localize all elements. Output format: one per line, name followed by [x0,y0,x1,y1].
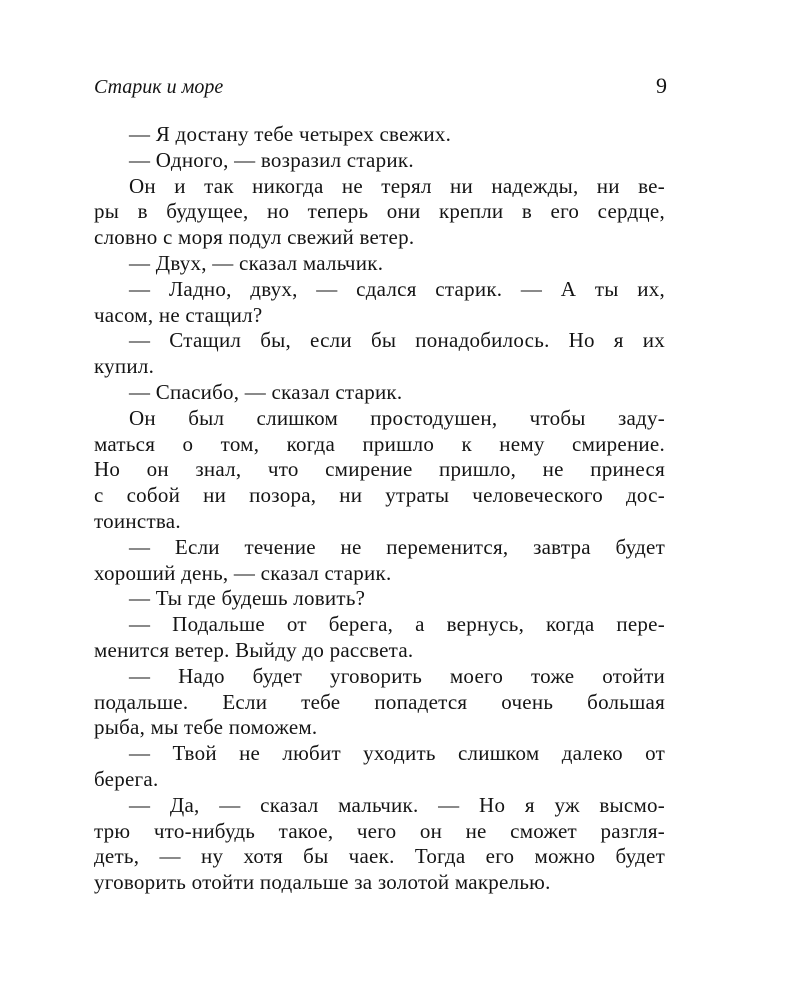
text-line: — Ладно, двух, — сдался старик. — А ты их, [129,276,665,301]
text-line: купил. [94,354,155,379]
text-line: маться о том, когда пришло к нему смирение. [94,431,665,456]
text-line: — Да, — сказал мальчик. — Но я уж высмо- [129,792,665,817]
text-line: Но он знал, что смирение пришло, не принеся [94,457,665,482]
text-line: трю что-нибудь такое, чего он не сможет разгля- [94,818,665,843]
text-line: Он был слишком простодушен, чтобы заду- [129,405,665,430]
text-line: — Двух, — сказал мальчик. [129,250,384,275]
text-line: деть, — ну хотя бы чаек. Тогда его можно будет [94,844,665,869]
text-line: подальше. Если тебе попадется очень большая [94,689,665,714]
text-line: — Ты где будешь ловить? [129,586,366,611]
text-line: — Твой не любит уходить слишком далеко от [129,741,665,766]
text-line: — Спасибо, — сказал старик. [129,379,403,404]
text-line: уговорить отойти подальше за золотой макрелью. [94,870,551,895]
text-line: менится ветер. Выйду до рассвета. [94,637,414,662]
text-line: — Если течение не переменится, завтра будет [129,534,665,559]
text-line: — Надо будет уговорить моего тоже отойти [129,663,665,688]
page-number: 9 [656,73,667,98]
text-line: Он и так никогда не терял ни надежды, ни ве- [129,173,665,198]
body-text [94,122,665,896]
text-line: — Я достану тебе четырех свежих. [129,122,452,146]
text-line: часом, не стащил? [94,302,263,327]
text-line: с собой ни позора, ни утраты человеческого дос- [94,483,665,508]
text-line: берега. [94,766,159,791]
text-line: — Одного, — возразил старик. [129,147,414,172]
text-line: тоинства. [94,508,181,533]
text-line: — Подальше от берега, а вернусь, когда пере- [129,612,665,637]
text-line: ры в будущее, но теперь они крепли в его сердце, [94,199,665,224]
running-title: Старик и море [94,76,224,98]
text-line: рыба, мы тебе поможем. [94,715,318,740]
text-line: — Стащил бы, если бы понадобилось. Но я их [129,328,665,353]
text-line: хороший день, — сказал старик. [94,560,392,585]
text-line: словно с моря подул свежий ветер. [94,225,415,250]
